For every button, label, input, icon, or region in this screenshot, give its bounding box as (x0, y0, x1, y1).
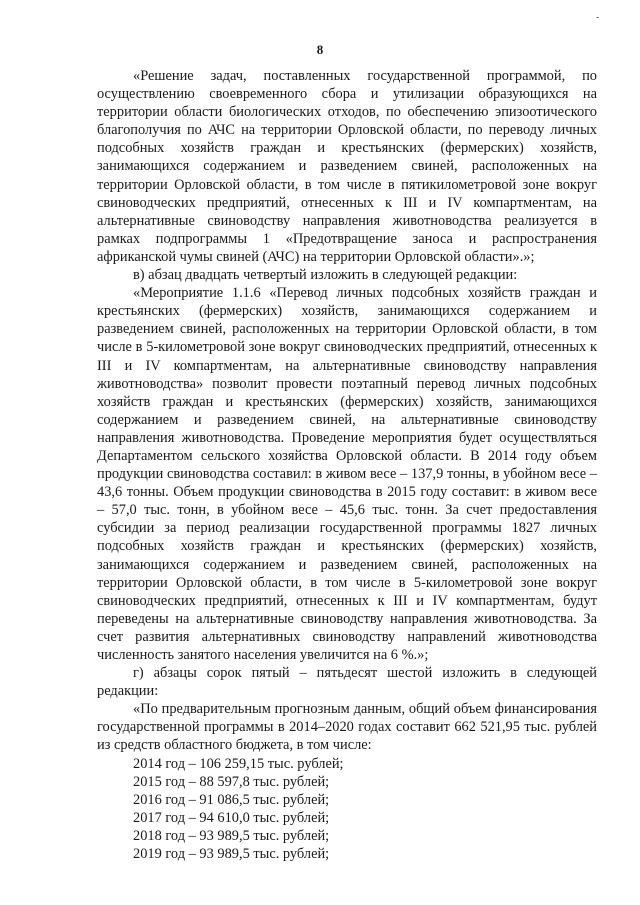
funding-year-item: 2017 год – 94 610,0 тыс. рублей; (133, 809, 330, 826)
paragraph-amendment-v: в) абзац двадцать четвертый изложить в следующей редакции: (133, 267, 518, 284)
funding-year-item: 2019 год – 93 989,5 тыс. рублей; (133, 846, 330, 863)
paragraph-measure-1-1-6: «Мероприятие 1.1.6 «Перевод личных подсобных хозяйств граждан и крестьянских (фермерских) хозяйств, занимающихся содержанием и разведением свиней, расположенных на территории Орловской области, в том числе в 5-километровой зоне вокруг свиноводческих предприятий, отнесенных к III и IV компартментам, на альтернативные свиноводству направления животноводства» позволит провести поэтапный перевод личных подсобных хозяйств граждан и крестьянских (фермерских) хозяйств, занимающихся содержанием и разведением свиней, на альтернативные свиноводству направления животноводства. Проведение мероприятия будет осуществляться Департаментом сельского хозяйства Орловской области. В 2014 году объем продукции свиноводства составил: в живом весе – 137,9 тонны, в убойном весе – 43,6 тонны. Объем продукции свиноводства в 2015 году составит: в живом весе – 57,0 тыс. тонн, в убойном весе – 45,6 тыс. тонн. За счет предоставления субсидии за период реализации государственной программы 1827 личных подсобных хозяйств граждан и крестьянских (фермерских) хозяйств, занимающихся содержанием и разведением свиней, расположенных на территории Орловской области, в том числе в 5-километровой зоне вокруг свиноводческих предприятий, отнесенных к III и IV компартментам, будут переведены на альтернативные свиноводству направления животноводства. За счет развития альтернативных свиноводству направлений животноводства численность занятого населения увеличится на 6 %.»; (97, 285, 597, 663)
paragraph-amendment-g: г) абзацы сорок пятый – пятьдесят шестой изложить в следующей редакции: (97, 665, 597, 700)
funding-year-item: 2016 год – 91 086,5 тыс. рублей; (133, 791, 330, 808)
funding-year-item: 2018 год – 93 989,5 тыс. рублей; (133, 827, 330, 844)
funding-year-item: 2015 год – 88 597,8 тыс. рублей; (133, 773, 330, 790)
paragraph-pig-farming-tasks: «Решение задач, поставленных государственной программой, по осуществлению своевременного сбора и утилизации образующихся на территории области биологических отходов, по обеспечению эпизоотического благополучия по АЧС на территории Орловской области, по переводу личных подсобных хозяйств граждан и крестьянских (фермерских) хозяйств, занимающихся содержанием и разведением свиней, расположенных на территории Орловской области, в том числе в пятикилометровой зоне вокруг свиноводческих предприятий, отнесенных к III и IV компартментам, на альтернативные свиноводству направления животноводства реализуется в рамках подпрограммы 1 «Предотвращение заноса и распространения африканской чумы свиней (АЧС) на территории Орловской области».»; (97, 68, 597, 265)
document-body (97, 67, 597, 863)
corner-mark: - (596, 12, 600, 23)
funding-year-list (97, 755, 597, 864)
funding-year-item: 2014 год – 106 259,15 тыс. рублей; (133, 755, 344, 772)
paragraph-funding-total: «По предварительным прогнозным данным, общий объем финансирования государственной программы в 2014–2020 годах составит 662 521,95 тыс. рублей из средств областного бюджета, в том числе: (97, 701, 597, 754)
page-number: 8 (316, 42, 324, 57)
